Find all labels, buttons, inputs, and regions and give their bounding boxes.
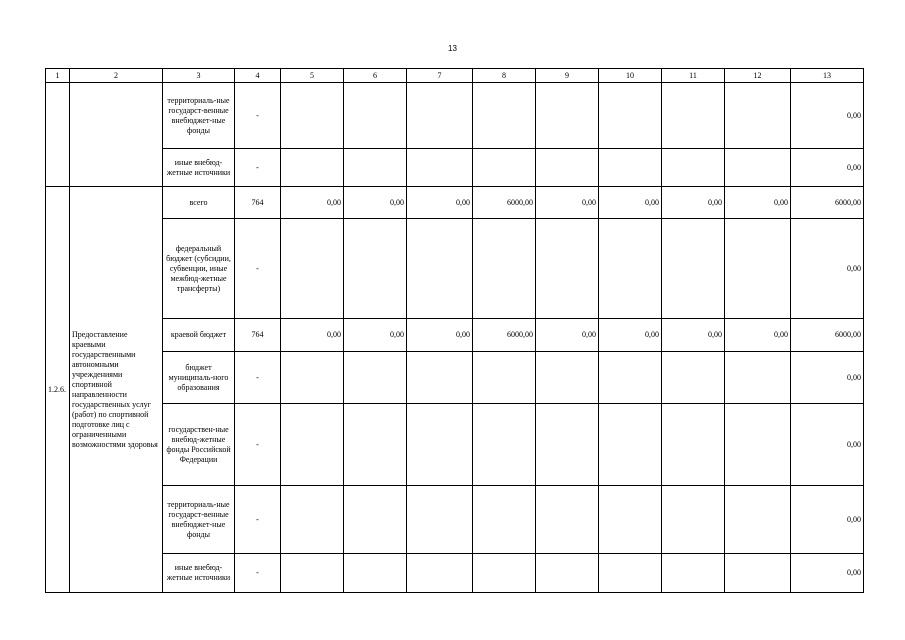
value-cell	[599, 83, 662, 149]
column-header: 7	[407, 69, 473, 83]
value-cell: 0,00	[407, 319, 473, 352]
table-row	[46, 486, 864, 554]
col4-value: -	[235, 219, 281, 319]
funding-source: федеральный бюджет (субсидии, субвенции, иные межбюд-жетные трансферты)	[163, 219, 235, 319]
item-code: 1.2.6.	[46, 187, 70, 593]
value-cell	[281, 404, 344, 486]
value-cell	[344, 83, 407, 149]
funding-source: государствен-ные внебюд-жетные фонды Российской Федерации	[163, 404, 235, 486]
value-cell	[662, 149, 725, 187]
value-cell: 0,00	[344, 319, 407, 352]
value-cell: 6000,00	[473, 187, 536, 219]
value-cell	[407, 486, 473, 554]
value-cell	[281, 486, 344, 554]
value-cell	[536, 219, 599, 319]
total-cell: 0,00	[791, 83, 864, 149]
value-cell	[599, 486, 662, 554]
total-cell: 0,00	[791, 486, 864, 554]
total-cell: 0,00	[791, 149, 864, 187]
column-header: 2	[70, 69, 163, 83]
value-cell: 0,00	[344, 187, 407, 219]
value-cell	[725, 554, 791, 593]
funding-source: краевой бюджет	[163, 319, 235, 352]
total-cell: 0,00	[791, 352, 864, 404]
column-header: 1	[46, 69, 70, 83]
value-cell	[407, 149, 473, 187]
value-cell	[725, 219, 791, 319]
value-cell	[281, 149, 344, 187]
value-cell: 0,00	[662, 187, 725, 219]
page-number: 13	[448, 44, 457, 53]
funding-source: бюджет муниципаль-ного образования	[163, 352, 235, 404]
value-cell	[725, 149, 791, 187]
value-cell: 0,00	[536, 319, 599, 352]
value-cell	[407, 83, 473, 149]
value-cell	[344, 486, 407, 554]
value-cell	[599, 149, 662, 187]
col4-value: -	[235, 486, 281, 554]
column-header: 11	[662, 69, 725, 83]
column-header: 10	[599, 69, 662, 83]
value-cell	[536, 149, 599, 187]
value-cell: 0,00	[599, 187, 662, 219]
table-row	[46, 83, 864, 149]
value-cell	[473, 352, 536, 404]
value-cell	[536, 554, 599, 593]
value-cell: 0,00	[281, 187, 344, 219]
table-row	[46, 187, 864, 219]
table-row	[46, 319, 864, 352]
col4-value: -	[235, 149, 281, 187]
code-cell	[46, 83, 70, 187]
total-cell: 6000,00	[791, 187, 864, 219]
value-cell	[662, 352, 725, 404]
col4-value: 764	[235, 187, 281, 219]
funding-source: территориаль-ные государст-венные внебюджет-ные фонды	[163, 486, 235, 554]
value-cell	[662, 486, 725, 554]
value-cell	[407, 404, 473, 486]
value-cell	[662, 83, 725, 149]
col4-value: -	[235, 83, 281, 149]
name-cell	[70, 83, 163, 187]
value-cell	[536, 83, 599, 149]
value-cell	[407, 352, 473, 404]
table-row	[46, 149, 864, 187]
value-cell	[344, 554, 407, 593]
value-cell	[725, 486, 791, 554]
value-cell: 6000,00	[473, 319, 536, 352]
value-cell: 0,00	[281, 319, 344, 352]
value-cell	[662, 219, 725, 319]
value-cell: 0,00	[599, 319, 662, 352]
budget-table	[45, 68, 864, 593]
column-header: 9	[536, 69, 599, 83]
value-cell: 0,00	[407, 187, 473, 219]
value-cell	[599, 352, 662, 404]
col4-value: -	[235, 554, 281, 593]
value-cell	[725, 352, 791, 404]
value-cell: 0,00	[725, 319, 791, 352]
value-cell	[536, 352, 599, 404]
table-row	[46, 554, 864, 593]
funding-source: территориаль-ные государст-венные внебюджет-ные фонды	[163, 83, 235, 149]
column-header: 4	[235, 69, 281, 83]
value-cell	[473, 149, 536, 187]
value-cell: 0,00	[725, 187, 791, 219]
table-row	[46, 219, 864, 319]
table-row	[46, 404, 864, 486]
column-number-row	[46, 69, 864, 83]
value-cell	[344, 352, 407, 404]
column-header: 5	[281, 69, 344, 83]
value-cell	[344, 149, 407, 187]
table-row	[46, 352, 864, 404]
value-cell: 0,00	[536, 187, 599, 219]
value-cell	[473, 219, 536, 319]
column-header: 12	[725, 69, 791, 83]
total-cell: 0,00	[791, 404, 864, 486]
col4-value: -	[235, 352, 281, 404]
value-cell	[344, 404, 407, 486]
value-cell	[344, 219, 407, 319]
funding-source: иные внебюд-жетные источники	[163, 149, 235, 187]
column-header: 6	[344, 69, 407, 83]
value-cell	[407, 554, 473, 593]
value-cell	[281, 83, 344, 149]
column-header: 8	[473, 69, 536, 83]
value-cell	[599, 554, 662, 593]
column-header: 3	[163, 69, 235, 83]
value-cell	[536, 404, 599, 486]
value-cell: 0,00	[662, 319, 725, 352]
total-cell: 6000,00	[791, 319, 864, 352]
col4-value: 764	[235, 319, 281, 352]
value-cell	[473, 486, 536, 554]
value-cell	[599, 404, 662, 486]
value-cell	[473, 404, 536, 486]
value-cell	[407, 219, 473, 319]
total-cell: 0,00	[791, 219, 864, 319]
value-cell	[662, 404, 725, 486]
total-cell: 0,00	[791, 554, 864, 593]
value-cell	[473, 83, 536, 149]
column-header: 13	[791, 69, 864, 83]
value-cell	[473, 554, 536, 593]
funding-source: иные внебюд-жетные источники	[163, 554, 235, 593]
value-cell	[536, 486, 599, 554]
value-cell	[662, 554, 725, 593]
value-cell	[599, 219, 662, 319]
item-name: Предоставление краевыми государственными автономными учреждениями спортивной направленности государственных услуг (работ) по спортивной подготовке лиц с ограниченными возможностями здоровья	[70, 187, 163, 593]
value-cell	[725, 83, 791, 149]
value-cell	[725, 404, 791, 486]
funding-source: всего	[163, 187, 235, 219]
value-cell	[281, 219, 344, 319]
col4-value: -	[235, 404, 281, 486]
value-cell	[281, 554, 344, 593]
value-cell	[281, 352, 344, 404]
